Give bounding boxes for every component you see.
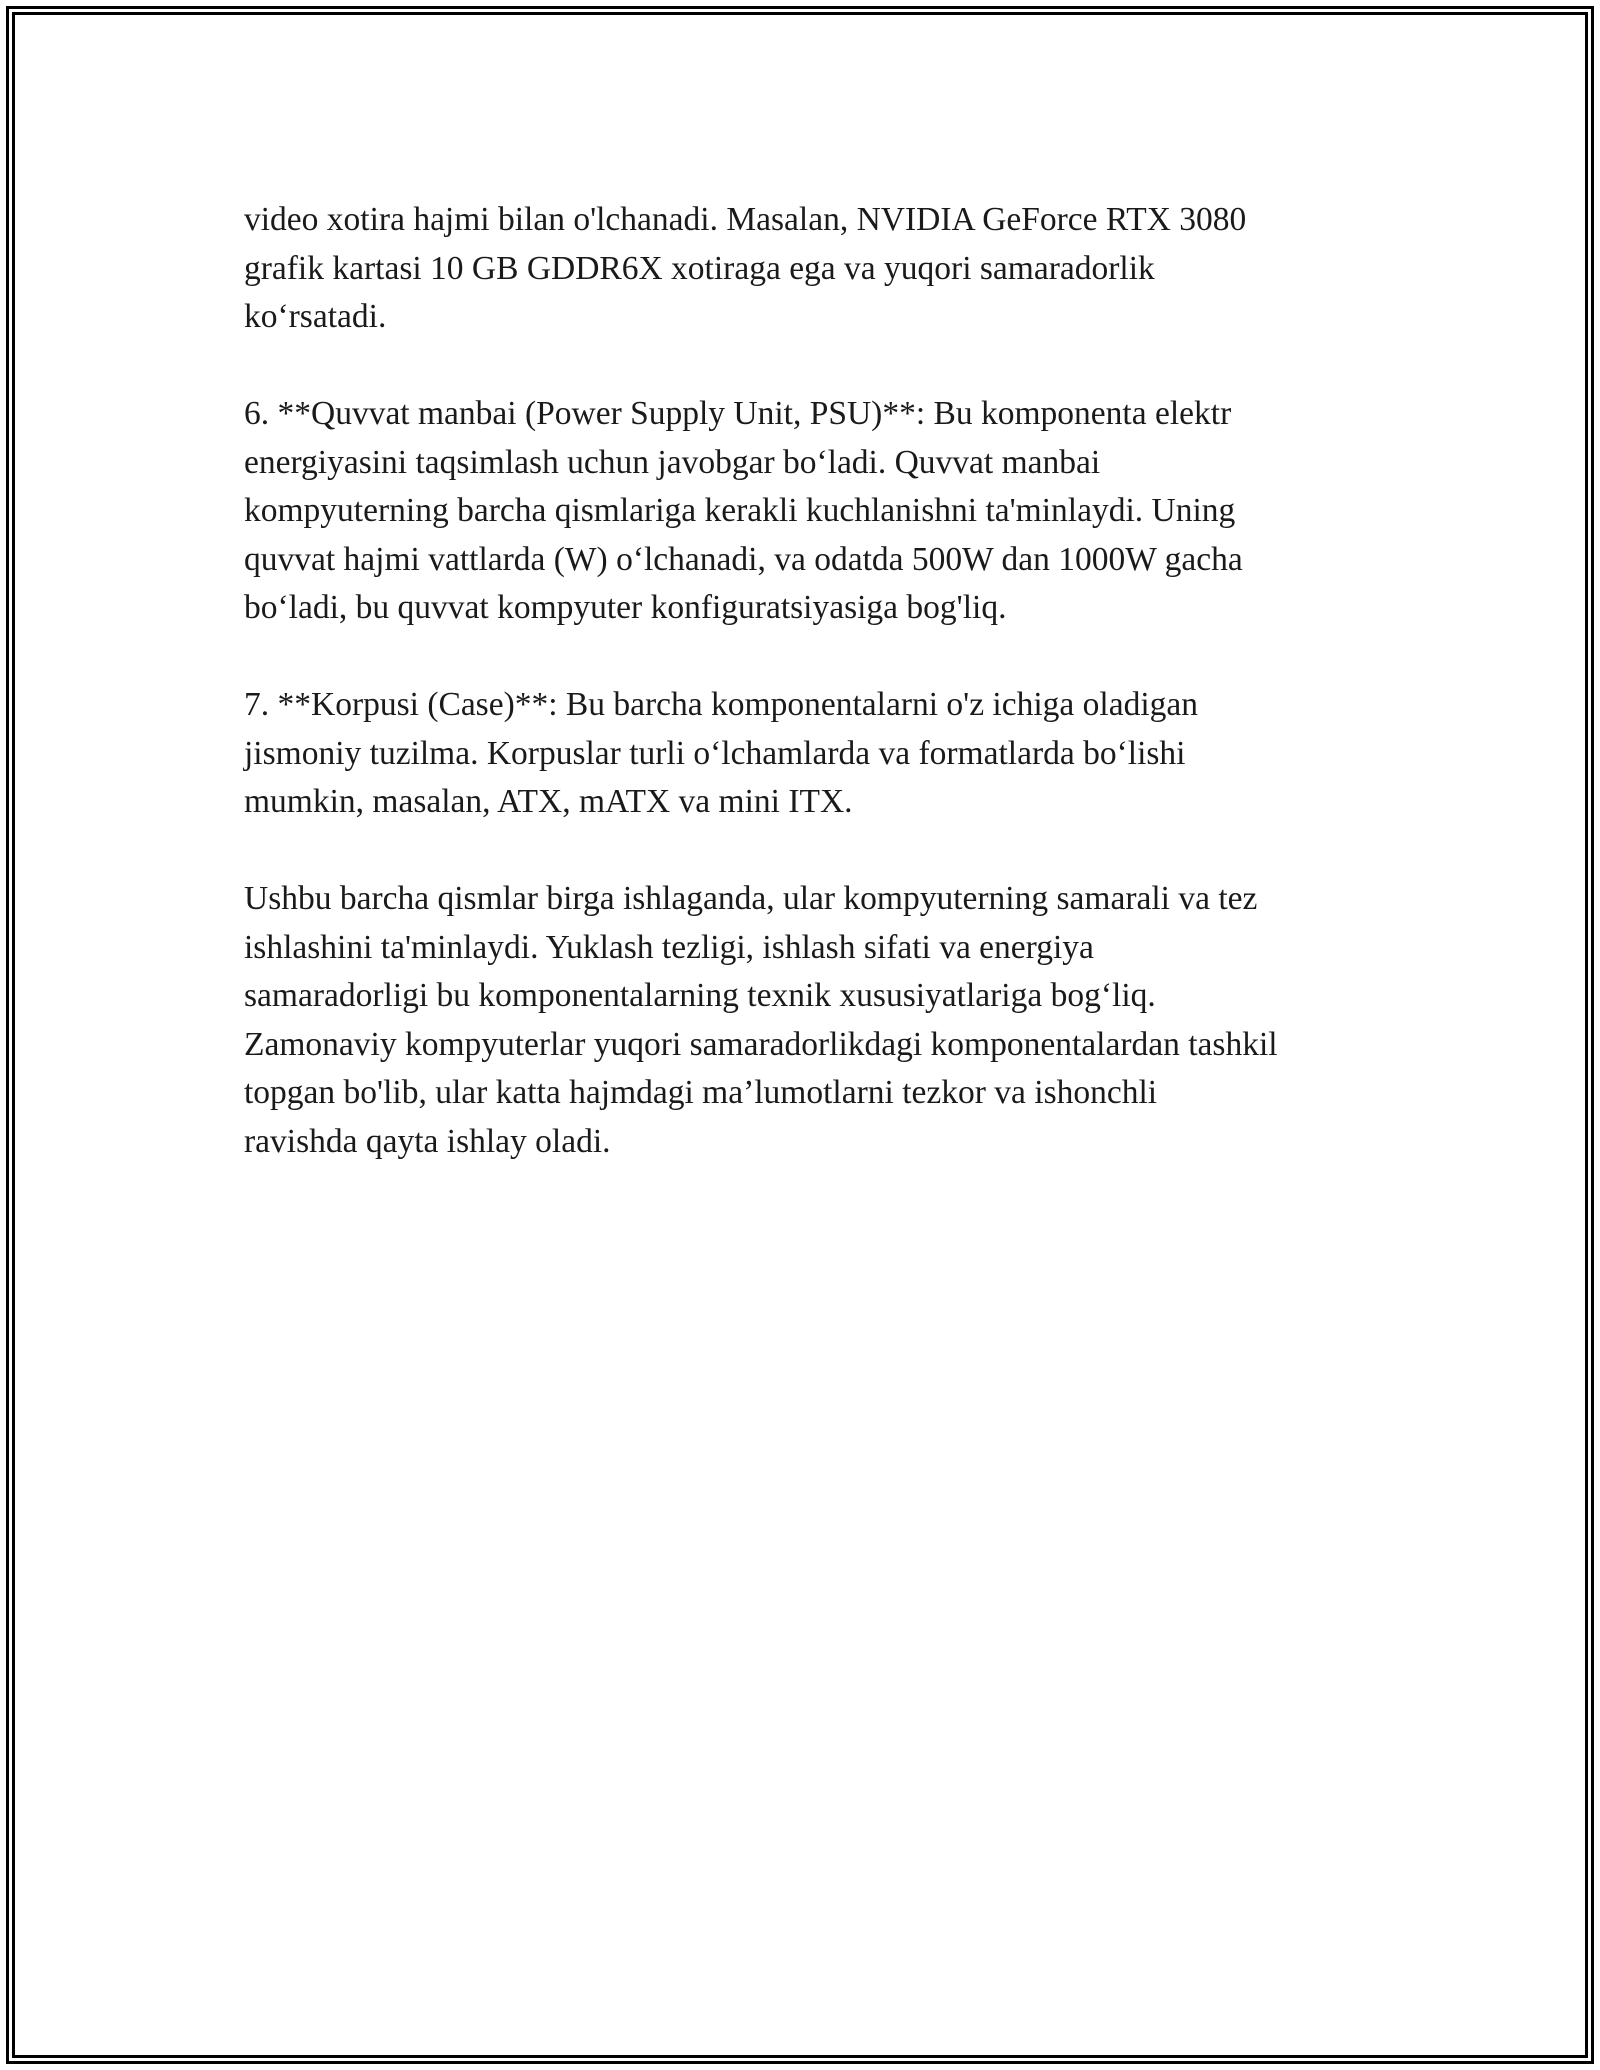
text-line: ravishda qayta ishlay oladi. xyxy=(244,1122,611,1160)
text-line: ko‘rsatadi. xyxy=(244,298,387,335)
text-line: jismoniy tuzilma. Korpuslar turli o‘lchamlarda va formatlarda bo‘lishi xyxy=(244,734,1186,772)
text-line: 7. **Korpusi (Case)**: Bu barcha komponentalarni o'z ichiga oladigan xyxy=(244,686,1199,723)
paragraph-conclusion xyxy=(244,875,1394,1166)
document-body xyxy=(244,196,1394,1215)
text-line: samaradorligi bu komponentalarning texnik xususiyatlariga bog‘liq. xyxy=(244,977,1156,1014)
paragraph-gpu-memory xyxy=(244,196,1394,342)
text-line: topgan bo'lib, ular katta hajmdagi ma’lumotlarni tezkor va ishonchli xyxy=(244,1074,1158,1111)
text-line: 6. **Quvvat manbai (Power Supply Unit, PSU)**: Bu komponenta elektr xyxy=(244,395,1232,432)
text-line: bo‘ladi, bu quvvat kompyuter konfiguratsiyasiga bog'liq. xyxy=(244,589,1007,626)
text-line: mumkin, masalan, ATX, mATX va mini ITX. xyxy=(244,783,853,820)
paragraph-case xyxy=(244,681,1394,827)
paragraph-power-supply xyxy=(244,390,1394,633)
text-line: ishlashini ta'minlaydi. Yuklash tezligi, ishlash sifati va energiya xyxy=(244,928,1094,966)
text-line: video xotira hajmi bilan o'lchanadi. Masalan, NVIDIA GeForce RTX 3080 xyxy=(244,201,1247,238)
text-line: kompyuterning barcha qismlariga kerakli kuchlanishni ta'minlaydi. Uning xyxy=(244,492,1236,529)
text-line: grafik kartasi 10 GB GDDR6X xotiraga ega va yuqori samaradorlik xyxy=(244,249,1155,287)
text-line: quvvat hajmi vattlarda (W) o‘lchanadi, va odatda 500W dan 1000W gacha xyxy=(244,540,1243,578)
text-line: Zamonaviy kompyuterlar yuqori samaradorlikdagi komponentalardan tashkil xyxy=(244,1025,1278,1063)
text-line: energiyasini taqsimlash uchun javobgar bo‘ladi. Quvvat manbai xyxy=(244,443,1101,481)
page-border xyxy=(6,6,1594,2064)
text-line: Ushbu barcha qismlar birga ishlaganda, ular kompyuterning samarali va tez xyxy=(244,880,1258,917)
